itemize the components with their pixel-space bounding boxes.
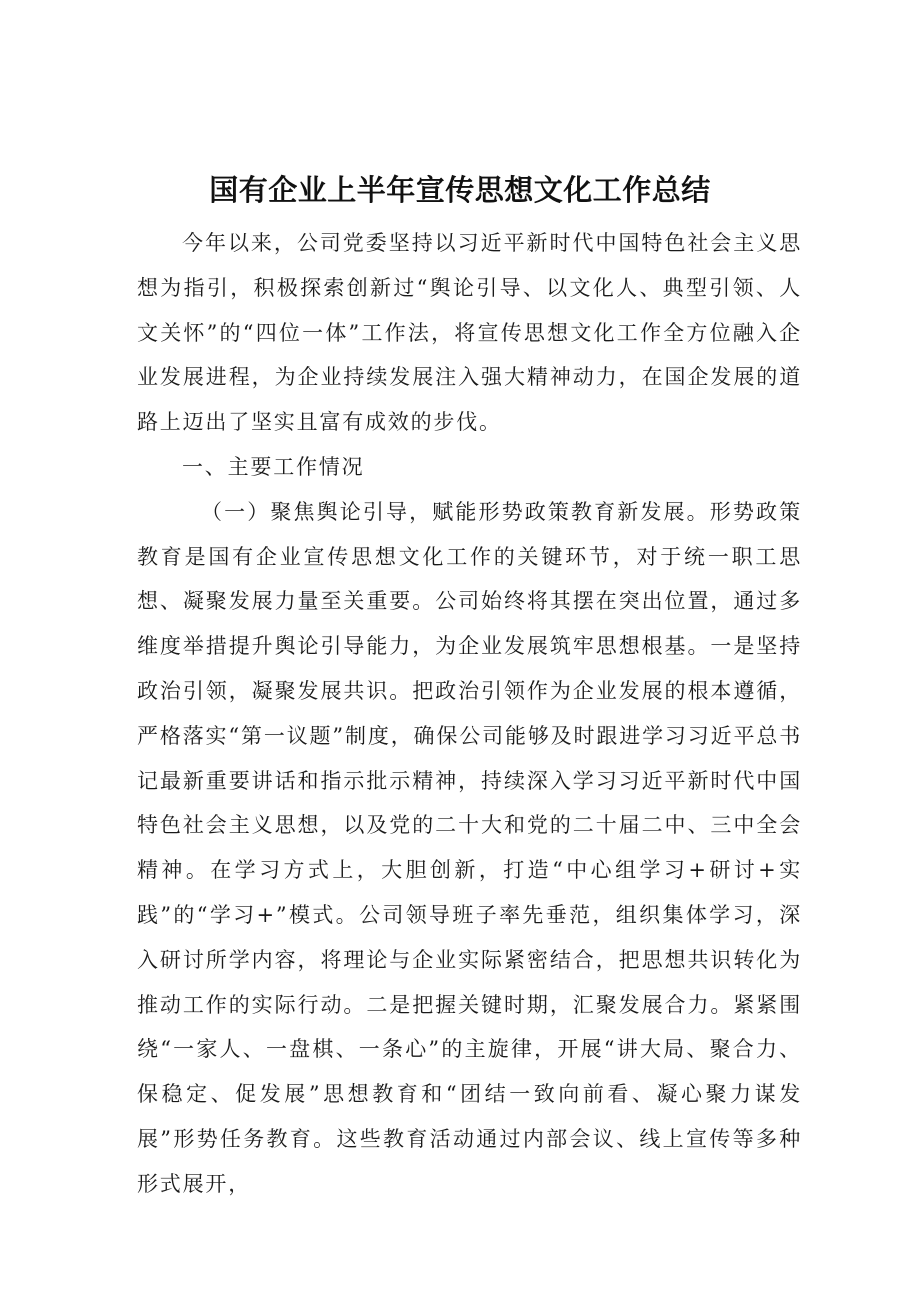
document-body [137,221,802,1207]
subsection-paragraph: （一）聚焦舆论引导，赋能形势政策教育新发展。形势政策教育是国有企业宣传思想文化工作的关键环节，对于统一职工思想、凝聚发展力量至关重要。公司始终将其摆在突出位置，通过多维度举措提升舆论引导能力，为企业发展筑牢思想根基。一是坚持政治引领，凝聚发展共识。把政治引领作为企业发展的根本遵循，严格落实“第一议题”制度，确保公司能够及时跟进学习习近平总书记最新重要讲话和指示批示精神，持续深入学习习近平新时代中国特色社会主义思想，以及党的二十大和党的二十届二中、三中全会精神。在学习方式上，大胆创新，打造“中心组学习+研讨+实践”的“学习+”模式。公司领导班子率先垂范，组织集体学习，深入研讨所学内容，将理论与企业实际紧密结合，把思想共识转化为推动工作的实际行动。二是把握关键时期，汇聚发展合力。紧紧围绕“一家人、一盘棋、一条心”的主旋律，开展“讲大局、聚合力、保稳定、促发展”思想教育和“团结一致向前看、凝心聚力谋发展”形势任务教育。这些教育活动通过内部会议、线上宣传等多种形式展开， [137,499,802,1196]
document-title: 国有企业上半年宣传思想文化工作总结 [209,173,711,207]
section-heading: 一、主要工作情况 [182,454,365,479]
intro-paragraph: 今年以来，公司党委坚持以习近平新时代中国特色社会主义思想为指引，积极探索创新过“舆论引导、以文化人、典型引领、人文关怀”的“四位一体”工作法，将宣传思想文化工作全方位融入企业发展进程，为企业持续发展注入强大精神动力，在国企发展的道路上迈出了坚实且富有成效的步伐。 [137,231,802,435]
